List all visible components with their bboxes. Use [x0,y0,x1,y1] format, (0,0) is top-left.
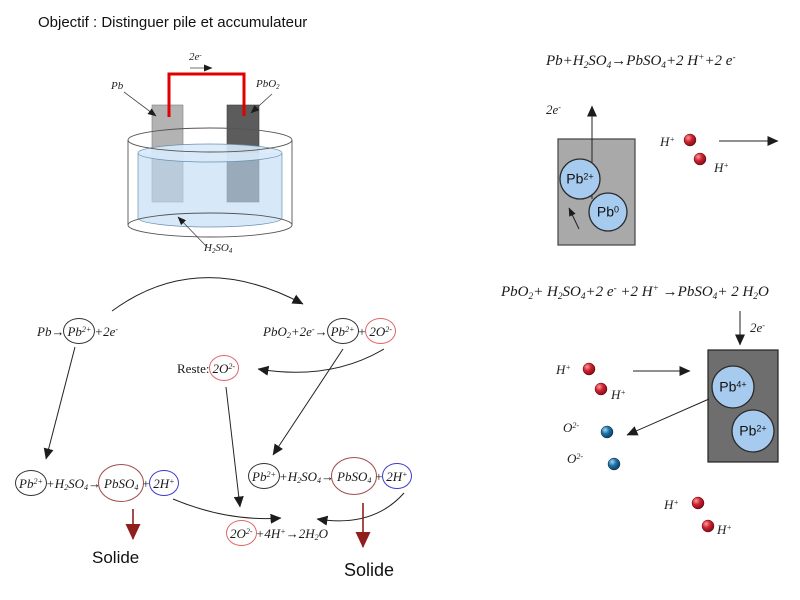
equation-cathode-global: $PbO_2+ H_2SO_4+2$ e- +2 H+ →PbSO$_4$+ 2 $H_2O$ [501,284,769,302]
h-plus-label: H+ [714,160,729,175]
h-plus-label: H+ [717,522,732,537]
h-plus-sphere [702,520,714,532]
pbo2-label-pointer-icon [251,94,272,113]
equation-sulfate-right: $Pb^{2+} +H_2SO_4\to$ PbSO$_4$ + 2H+ [252,469,408,486]
pb2-left-down-arrow-icon [46,347,75,459]
h-plus-sphere [692,497,704,509]
battery-diagram [124,68,292,247]
equation-sulfate-left: $Pb^{2+} +H_2SO_4\to$ PbSO$_4$ + 2H+ [19,476,175,493]
pb4-ion-label: $Pb^{4+}$ [719,378,747,395]
h-plus-label: H+ [556,362,571,377]
pb-label-pointer-icon [124,92,156,116]
electrons-label: 2e- [750,320,765,335]
h2so4-label: $H_2SO_4$ [204,242,233,255]
pb2-right-down-arrow-icon [273,349,343,455]
electrons-transfer-arrow-icon [112,278,303,311]
pbo2-electrode-label: PbO$_2$ [256,78,280,91]
h-plus-sphere [684,134,696,146]
liquid-surface [138,144,282,162]
h-plus-sphere [694,153,706,165]
pb0-atom-label: Pb$^0$ [596,203,620,220]
pb2-ion-label: $Pb^{2+}$ [566,170,594,187]
h-plus-sphere [583,363,595,375]
h-right-to-water-arrow-icon [317,493,404,521]
o2-release-arrow-icon [627,399,709,435]
page-title: Objectif : Distinguer pile et accumulateur [38,14,308,31]
reste-label: Reste: $2O^{2-}$ [177,361,236,376]
o2-minus-label: $O^{2-}$ [567,451,584,466]
o2-minus-label: $O^{2-}$ [563,420,580,435]
solid-label-right: Solide [344,560,395,580]
equation-anode-global: $Pb+H_2SO_4\to PbSO_4+2$ H++2 e- [546,53,736,71]
solid-label-left: Solide [92,548,140,567]
electrons-label: 2e- [546,102,561,117]
electrons-label: 2e- [189,51,202,63]
flow-arrows [46,278,404,547]
o2-minus-sphere [601,426,613,438]
equation-pbo2-reduction: $PbO_2+2e^-\to Pb^{2+} + 2O^{2-}$ [263,324,392,341]
h-left-to-water-arrow-icon [173,499,281,519]
h-plus-sphere [595,383,607,395]
o2-minus-sphere [608,458,620,470]
pb-electrode-label: Pb [111,80,124,92]
pbo2-electrode-box-diagram [583,311,778,532]
h-plus-label: H+ [664,497,679,512]
o2-to-reste-arrow-icon [258,349,384,372]
equation-water: $2O^{2-} +4H^+\to 2H_2O$ [230,526,329,543]
pb2-ion-label: $Pb^{2+}$ [739,422,767,439]
reste-down-arrow-icon [226,387,240,507]
h-plus-label: H+ [660,134,675,149]
h-plus-label: H+ [611,387,626,402]
equation-pb-oxidation: $Pb\to Pb^{2+} +2e^-$ [37,324,119,339]
